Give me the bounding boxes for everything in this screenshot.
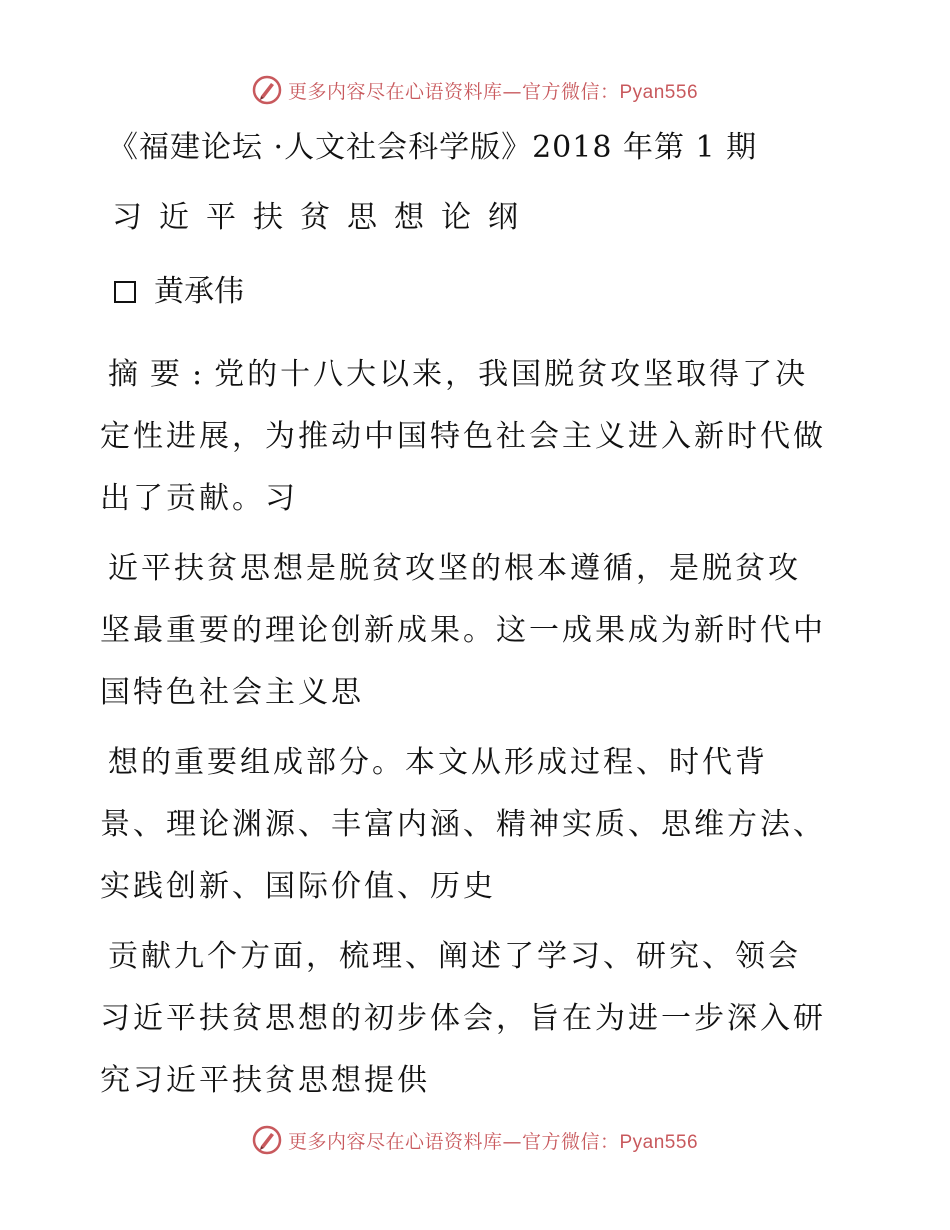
abstract-paragraph-1 — [100, 344, 860, 530]
author-name: 黄承伟 — [154, 274, 244, 309]
watermark-text — [288, 1127, 698, 1154]
watermark-text-cn: 更多内容尽在心语资料库—官方微信： — [287, 80, 620, 103]
watermark-wechat-id: Pyan556 — [619, 81, 699, 103]
document-body — [100, 120, 860, 1112]
pen-logo-icon — [252, 1125, 282, 1155]
journal-line: 《福建论坛 ·人文社会科学版》2018 年第 1 期 — [108, 130, 758, 165]
paragraph-line: 习近平扶贫思想的初步体会，旨在为进一步深入研 — [100, 1001, 826, 1036]
checkbox-square-icon — [114, 281, 136, 303]
paragraph-line: 坚最重要的理论创新成果。这一成果成为新时代中 — [100, 613, 826, 648]
abstract-paragraph-4 — [100, 926, 860, 1112]
paragraph-line: 国特色社会主义思 — [100, 675, 364, 710]
watermark-top — [0, 70, 950, 110]
paragraph-line: 定性进展，为推动中国特色社会主义进入新时代做 — [100, 419, 826, 454]
article-title: 习近平扶贫思想论纲 — [112, 200, 535, 235]
paragraph-line: 出了贡献。习 — [100, 481, 298, 516]
paragraph-line: 想的重要组成部分。本文从形成过程、时代背 — [108, 745, 768, 780]
watermark-wechat-id: Pyan556 — [619, 1131, 699, 1153]
paragraph-line: 实践创新、国际价值、历史 — [100, 869, 496, 904]
paragraph-line: 景、理论渊源、丰富内涵、精神实质、思维方法、 — [100, 807, 826, 842]
paragraph-line: 贡献九个方面，梳理、阐述了学习、研究、领会 — [108, 939, 801, 974]
abstract-paragraph-3 — [100, 732, 860, 918]
paragraph-line: 近平扶贫思想是脱贫攻坚的根本遵循，是脱贫攻 — [108, 551, 801, 586]
abstract-label: 摘要: — [108, 357, 215, 392]
watermark-text — [288, 77, 698, 104]
watermark-text-cn: 更多内容尽在心语资料库—官方微信： — [287, 1130, 620, 1153]
author-line — [114, 264, 860, 320]
watermark-bottom — [0, 1120, 950, 1160]
abstract-paragraph-2 — [100, 538, 860, 724]
paragraph-line: 党的十八大以来，我国脱贫攻坚取得了决 — [214, 357, 809, 392]
paragraph-line: 究习近平扶贫思想提供 — [100, 1063, 430, 1098]
pen-logo-icon — [252, 75, 282, 105]
